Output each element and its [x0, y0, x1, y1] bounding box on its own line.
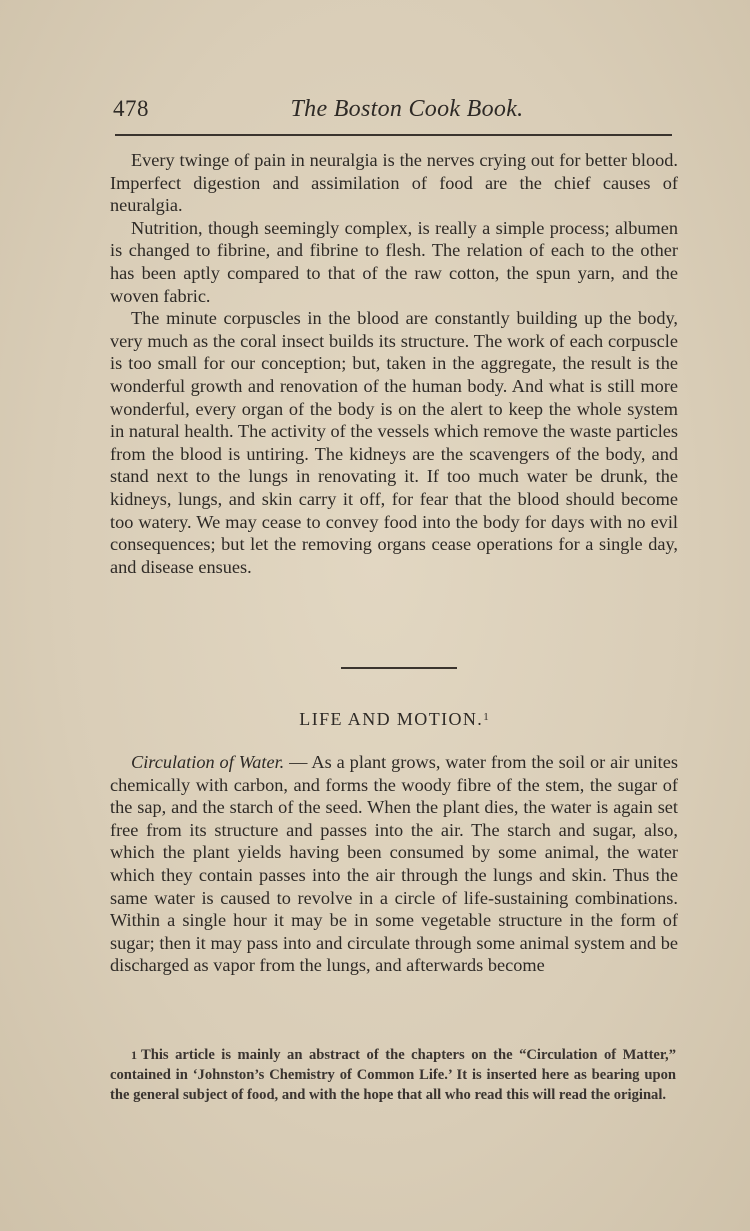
em-dash: — — [284, 752, 312, 772]
header-rule — [115, 134, 672, 136]
paragraph: Every twinge of pain in neuralgia is the nerves crying out for better blood. Imperfect digestion and assimilation of food are the chief causes of neuralgia. — [110, 150, 678, 216]
footnote-mark: 1 — [131, 1048, 137, 1062]
paragraph-text: As a plant grows, water from the soil or air unites chemically with carbon, and forms the woody fibre of the stem, the sugar of the sap, and the starch of the seed. When the plant dies, the water is again set free from its structure and passes into the air. The starch and sugar, also, which the plant yields having been consumed by some animal, the water which they contain passes into the air through the lungs and skin. Thus the same water is caused to revolve in a circle of life-sustaining combinations. Within a single hour it may be in some vegetable structure in the form of sugar; then it may pass into and circulate through some animal system and be discharged as vapor from the lungs, and afterwards become — [110, 752, 678, 976]
section-heading — [110, 709, 678, 730]
body-text — [110, 149, 678, 578]
section-heading-text: LIFE AND MOTION. — [299, 709, 484, 729]
running-head — [113, 96, 675, 130]
footnote-text: This article is mainly an abstract of the chapters on the “Circulation of Matter,” contained in ‘Johnston’s Chemistry of Common Life.’ It is inserted here as bearing upon the general subject of food, and with the hope that all who read this will read the original. — [110, 1047, 676, 1103]
section-divider — [341, 667, 457, 669]
run-in-heading: Circulation of Water. — [131, 752, 285, 772]
paragraph: Nutrition, though seemingly complex, is really a simple process; albumen is changed to fibrine, and fibrine to flesh. The relation of each to the other has been aptly compared to that of the raw cotton, the spun yarn, and the woven fabric. — [110, 217, 678, 306]
footnote-reference: 1 — [483, 711, 489, 723]
page-number: 478 — [113, 96, 149, 121]
footnote — [110, 1046, 676, 1105]
running-title: The Boston Cook Book. — [290, 96, 524, 122]
paragraph — [110, 751, 678, 977]
paragraph: The minute corpuscles in the blood are constantly building up the body, very much as the coral insect builds its structure. The work of each corpuscle is too small for our conception; but, taken in the aggregate, the result is the wonderful growth and renovation of the human body. And what is still more wonderful, every organ of the body is on the alert to keep the whole system in natural health. The activity of the vessels which remove the waste particles from the blood is untiring. The kidneys are the scavengers of the body, and stand next to the lungs in renovating it. If too much water be drunk, the kidneys, lungs, and skin carry it off, for fear that the blood should become too watery. We may cease to convey food into the body for days with no evil consequences; but let the removing organs cease operations for a single day, and disease ensues. — [110, 308, 678, 577]
section-body — [110, 751, 678, 977]
